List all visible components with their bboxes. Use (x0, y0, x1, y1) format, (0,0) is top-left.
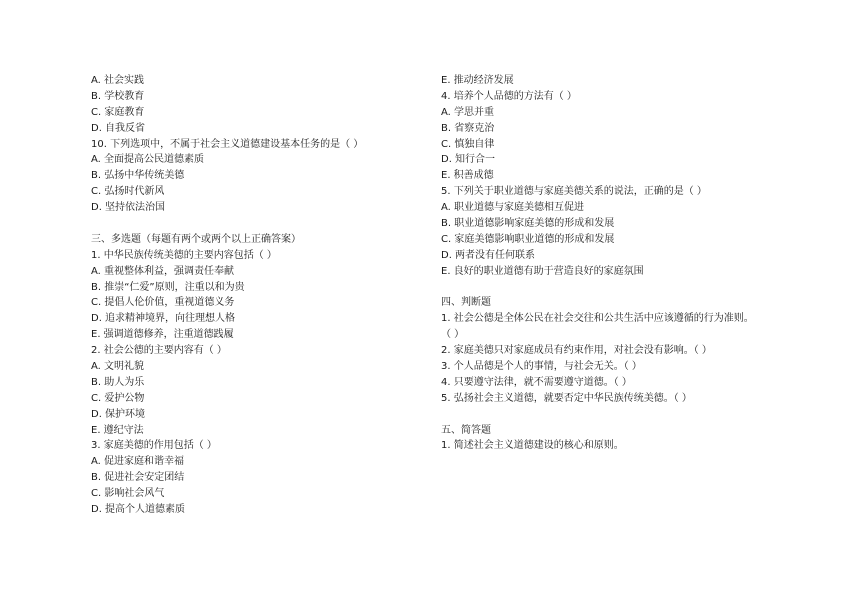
answer-option: C. 提倡人伦价值，重视道德义务 (91, 297, 235, 309)
answer-option: D. 自我反省 (91, 122, 146, 134)
answer-option: E. 遵纪守法 (91, 424, 144, 436)
question-text: 5. 弘扬社会主义道德，就要否定中华民族传统美德。（ ） (441, 392, 692, 404)
answer-option: A. 社会实践 (91, 75, 145, 86)
answer-option: C. 慎独自律 (441, 138, 495, 150)
answer-option: D. 知行合一 (441, 154, 496, 166)
question-text: 1. 中华民族传统美德的主要内容包括（ ） (91, 249, 277, 261)
answer-option: D. 坚持依法治国 (91, 202, 166, 214)
question-text: 4. 培养个人品德的方法有（ ） (441, 90, 577, 102)
answer-option: B. 学校教育 (91, 90, 145, 102)
answer-option: C. 家庭教育 (91, 106, 145, 118)
answer-option: B. 助人为乐 (91, 376, 145, 388)
answer-option: B. 弘扬中华传统美德 (91, 170, 185, 182)
answer-option: C. 爱护公物 (91, 392, 145, 404)
answer-option: E. 强调道德修养，注重道德践履 (91, 329, 234, 341)
answer-option: D. 两者没有任何联系 (441, 249, 536, 261)
answer-option: A. 职业道德与家庭美德相互促进 (441, 202, 585, 214)
answer-option: D. 追求精神境界，向往理想人格 (91, 313, 236, 325)
section-heading: 三、多选题（每题有两个或两个以上正确答案） (91, 233, 301, 245)
question-text: 2. 社会公德的主要内容有（ ） (91, 345, 227, 357)
answer-option: B. 促进社会安定团结 (91, 472, 185, 484)
answer-option: C. 影响社会风气 (91, 488, 165, 500)
answer-option: B. 省察克治 (441, 122, 495, 134)
section-heading: 五、简答题 (441, 424, 491, 436)
question-text: 3. 个人品德是个人的事情，与社会无关。（ ） (441, 361, 642, 373)
answer-option: D. 保护环境 (91, 408, 146, 420)
answer-option: E. 良好的职业道德有助于营造良好的家庭氛围 (441, 265, 644, 277)
section-spacer (441, 407, 831, 423)
question-text: 3. 家庭美德的作用包括（ ） (91, 440, 217, 452)
answer-option: C. 弘扬时代新风 (91, 186, 165, 198)
question-text: 5. 下列关于职业道德与家庭美德关系的说法，正确的是（ ） (441, 186, 707, 198)
answer-option: C. 家庭美德影响职业道德的形成和发展 (441, 233, 615, 245)
answer-option: D. 提高个人道德素质 (91, 504, 186, 516)
section-heading: 四、判断题 (441, 297, 491, 309)
answer-option: A. 促进家庭和谐幸福 (91, 456, 185, 468)
question-text: 4. 只要遵守法律，就不需要遵守道德。（ ） (441, 376, 632, 388)
answer-option: B. 推崇“仁爱”原则，注重以和为贵 (91, 281, 245, 293)
answer-option: A. 重视整体利益，强调责任奉献 (91, 265, 235, 277)
question-text: 1. 社会公德是全体公民在社会交往和公共生活中应该遵循的行为准则。 (441, 313, 754, 325)
answer-option: A. 文明礼貌 (91, 361, 145, 373)
question-text: （ ） (441, 329, 465, 341)
section-spacer (91, 216, 421, 232)
answer-option: E. 推动经济发展 (441, 75, 514, 86)
answer-option: A. 全面提高公民道德素质 (91, 154, 205, 166)
answer-option: B. 职业道德影响家庭美德的形成和发展 (441, 218, 615, 230)
answer-option: A. 学思并重 (441, 106, 495, 118)
question-text: 10. 下列选项中，不属于社会主义道德建设基本任务的是（ ） (91, 138, 364, 150)
left-column (91, 73, 421, 518)
right-column (441, 73, 831, 454)
question-text: 1. 简述社会主义道德建设的核心和原则。 (441, 440, 624, 452)
section-spacer (441, 280, 831, 296)
answer-option: E. 积善成德 (441, 170, 494, 182)
question-text: 2. 家庭美德只对家庭成员有约束作用，对社会没有影响。（ ） (441, 345, 712, 357)
